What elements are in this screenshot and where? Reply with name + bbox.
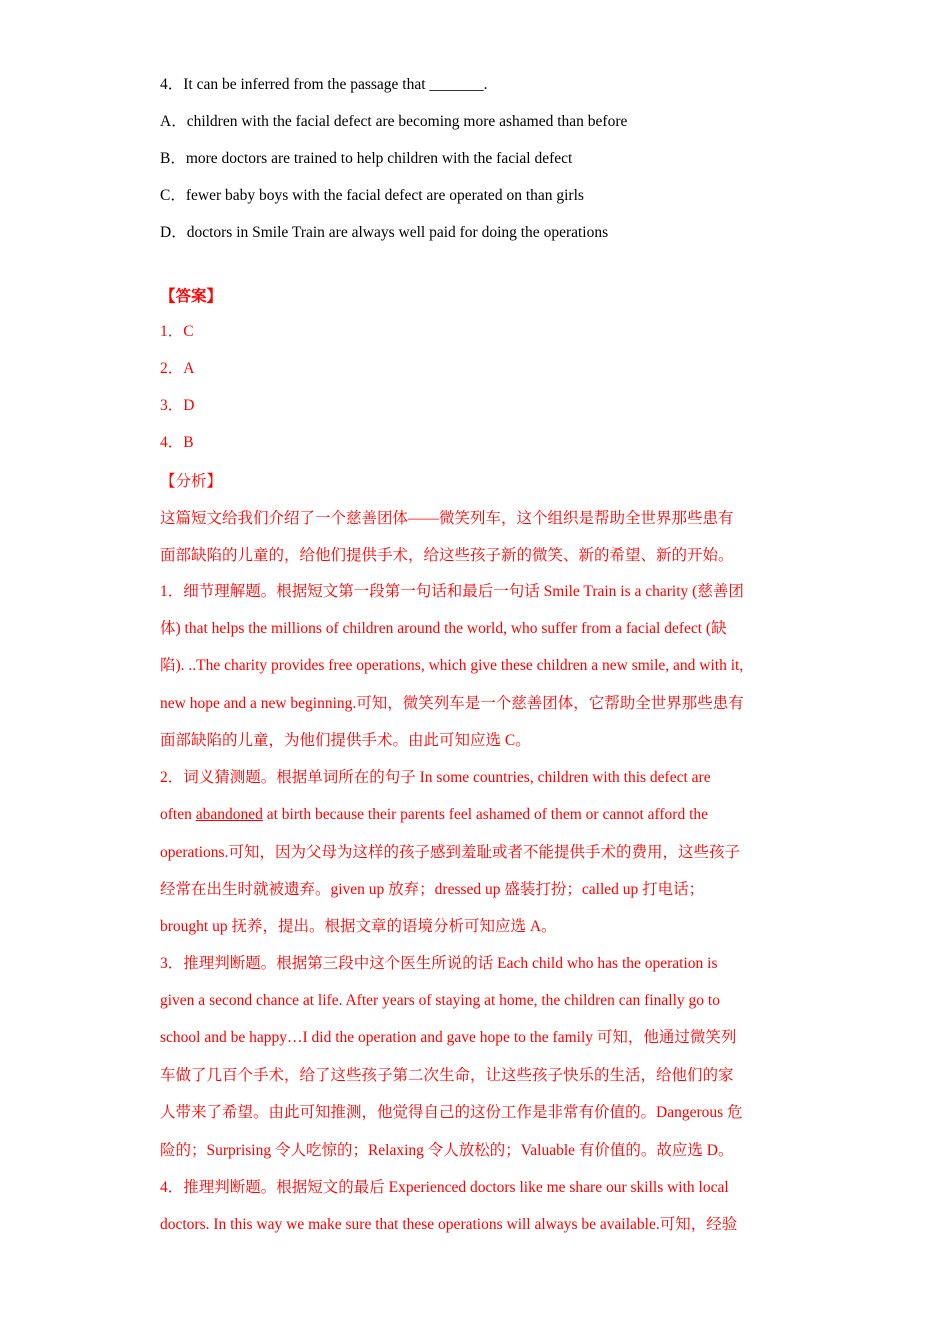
answer-3: 3．D	[160, 397, 195, 414]
analysis-line: brought up 抚养，提出。根据文章的语境分析可知应选 A。	[160, 918, 557, 935]
analysis-line-prefix: often	[160, 806, 196, 823]
analysis-line: 1．细节理解题。根据短文第一段第一句话和最后一句话 Smile Train is a charity (慈善团	[160, 583, 744, 600]
analysis-line: 车做了几百个手术，给了这些孩子第二次生命，让这些孩子快乐的生活，给他们的家	[160, 1067, 734, 1084]
analysis-line: 3．推理判断题。根据第三段中这个医生所说的话 Each child who has the operation is	[160, 955, 718, 972]
analysis-line: 险的；Surprising 令人吃惊的；Relaxing 令人放松的；Valuable 有价值的。故应选 D。	[160, 1142, 734, 1159]
analysis-line: 4．推理判断题。根据短文的最后 Experienced doctors like me share our skills with local	[160, 1179, 729, 1196]
analysis-line: 这篇短文给我们介绍了一个慈善团体——微笑列车，这个组织是帮助全世界那些患有	[160, 510, 734, 527]
question-4-option-b: B．more doctors are trained to help children with the facial defect	[160, 150, 573, 167]
analysis-line: operations.可知，因为父母为这样的孩子感到羞耻或者不能提供手术的费用，这些孩子	[160, 844, 740, 861]
analysis-line: 人带来了希望。由此可知推测，他觉得自己的这份工作是非常有价值的。Dangerous 危	[160, 1104, 743, 1121]
answer-4: 4．B	[160, 434, 194, 451]
analysis-line-suffix: at birth because their parents feel ashamed of them or cannot afford the	[262, 806, 709, 823]
analysis-line: 面部缺陷的儿童，为他们提供手术。由此可知应选 C。	[160, 732, 531, 749]
answer-2: 2．A	[160, 360, 195, 377]
underlined-word: abandoned	[195, 806, 263, 823]
analysis-line: 陷). ..The charity provides free operations, which give these children a new smile, and with it,	[160, 657, 744, 674]
question-4-option-a: A．children with the facial defect are becoming more ashamed than before	[160, 113, 628, 130]
analysis-line: given a second chance at life. After years of staying at home, the children can finally go to	[160, 992, 720, 1009]
analysis-line: school and be happy…I did the operation and gave hope to the family 可知，他通过微笑列	[160, 1029, 737, 1046]
answer-heading: 【答案】	[160, 288, 223, 305]
analysis-line: new hope and a new beginning.可知，微笑列车是一个慈善团体，它帮助全世界那些患有	[160, 695, 744, 712]
analysis-line: 体) that helps the millions of children around the world, who suffer from a facial defect (缺	[160, 620, 727, 637]
analysis-line: 经常在出生时就被遗弃。given up 放弃；dressed up 盛装打扮；called up 打电话；	[160, 881, 705, 898]
question-4-option-c: C．fewer baby boys with the facial defect are operated on than girls	[160, 187, 584, 204]
analysis-line: doctors. In this way we make sure that these operations will always be available.可知，经验	[160, 1216, 738, 1233]
question-4-option-d: D．doctors in Smile Train are always well paid for doing the operations	[160, 224, 609, 241]
analysis-line: 2．词义猜测题。根据单词所在的句子 In some countries, children with this defect are	[160, 769, 711, 786]
question-4-stem: 4．It can be inferred from the passage that _______.	[160, 76, 488, 93]
analysis-line: 面部缺陷的儿童的，给他们提供手术，给这些孩子新的微笑、新的希望、新的开始。	[160, 547, 734, 564]
answer-1: 1．C	[160, 323, 194, 340]
analysis-heading: 【分析】	[160, 473, 223, 490]
analysis-line-with-underline	[160, 805, 800, 825]
